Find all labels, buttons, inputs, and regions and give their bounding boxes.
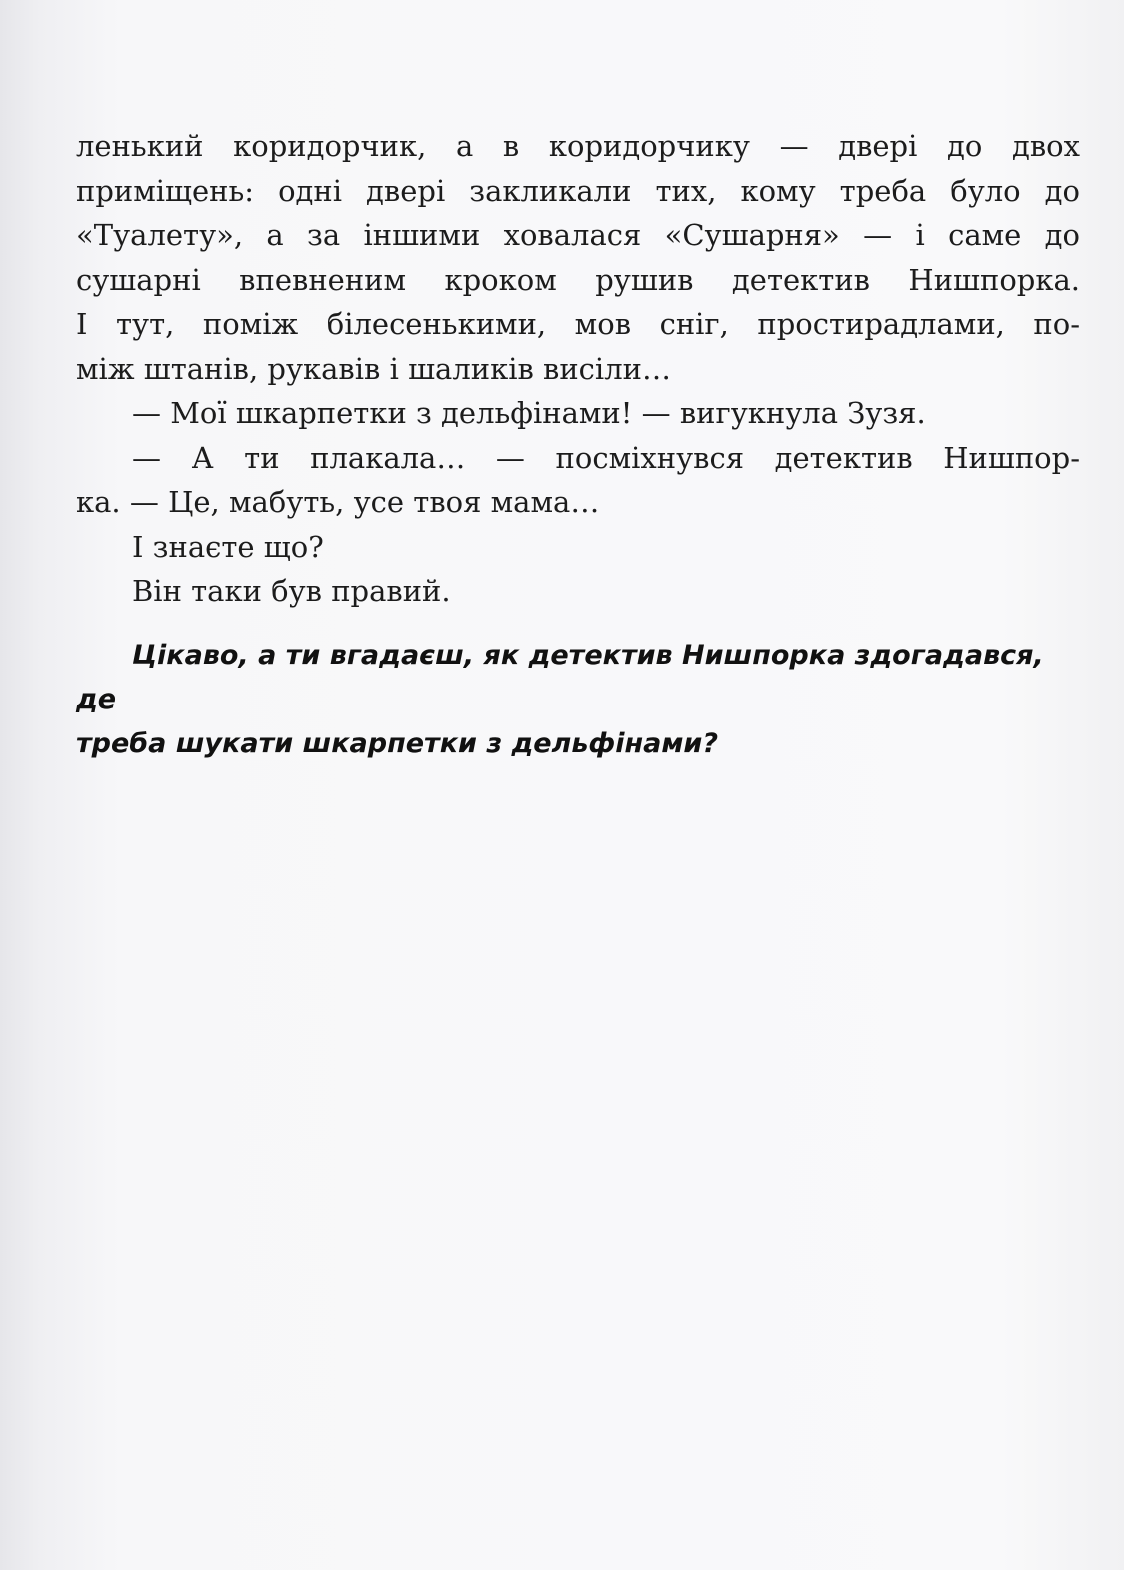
narrative-line: приміщень: одні двері закликали тих, кому треба було до xyxy=(76,173,1080,208)
question-line: Цікаво, а ти вгадаєш, як детектив Нишпорка здогадався, де xyxy=(76,640,1044,715)
question-line: треба шукати шкарпетки з дельфінами? xyxy=(76,728,718,759)
story-line: Він таки був правий. xyxy=(132,574,451,608)
story-line: І знаєте що? xyxy=(132,529,324,564)
narrative-line: сушарні впевненим кроком рушив детектив Нишпорка. xyxy=(76,262,1080,297)
narrative-line: між штанів, рукавів і шаликів висіли… xyxy=(76,351,671,386)
dialog-line: — Мої шкарпетки з дельфінами! — вигукнула Зузя. xyxy=(132,396,926,430)
narrative-line: І тут, поміж білесенькими, мов сніг, простирадлами, по- xyxy=(76,307,1080,341)
reader-question xyxy=(76,634,1080,766)
narrative-line: ленький коридорчик, а в коридорчику — двері до двох xyxy=(76,129,1080,163)
dialog-line: — А ти плакала… — посміхнувся детектив Нишпор- xyxy=(132,440,1080,475)
story-text xyxy=(76,124,1080,614)
narrative-line: «Туалету», а за іншими ховалася «Сушарня» — і саме до xyxy=(76,218,1080,252)
dialog-line: ка. — Це, мабуть, усе твоя мама… xyxy=(76,485,600,519)
